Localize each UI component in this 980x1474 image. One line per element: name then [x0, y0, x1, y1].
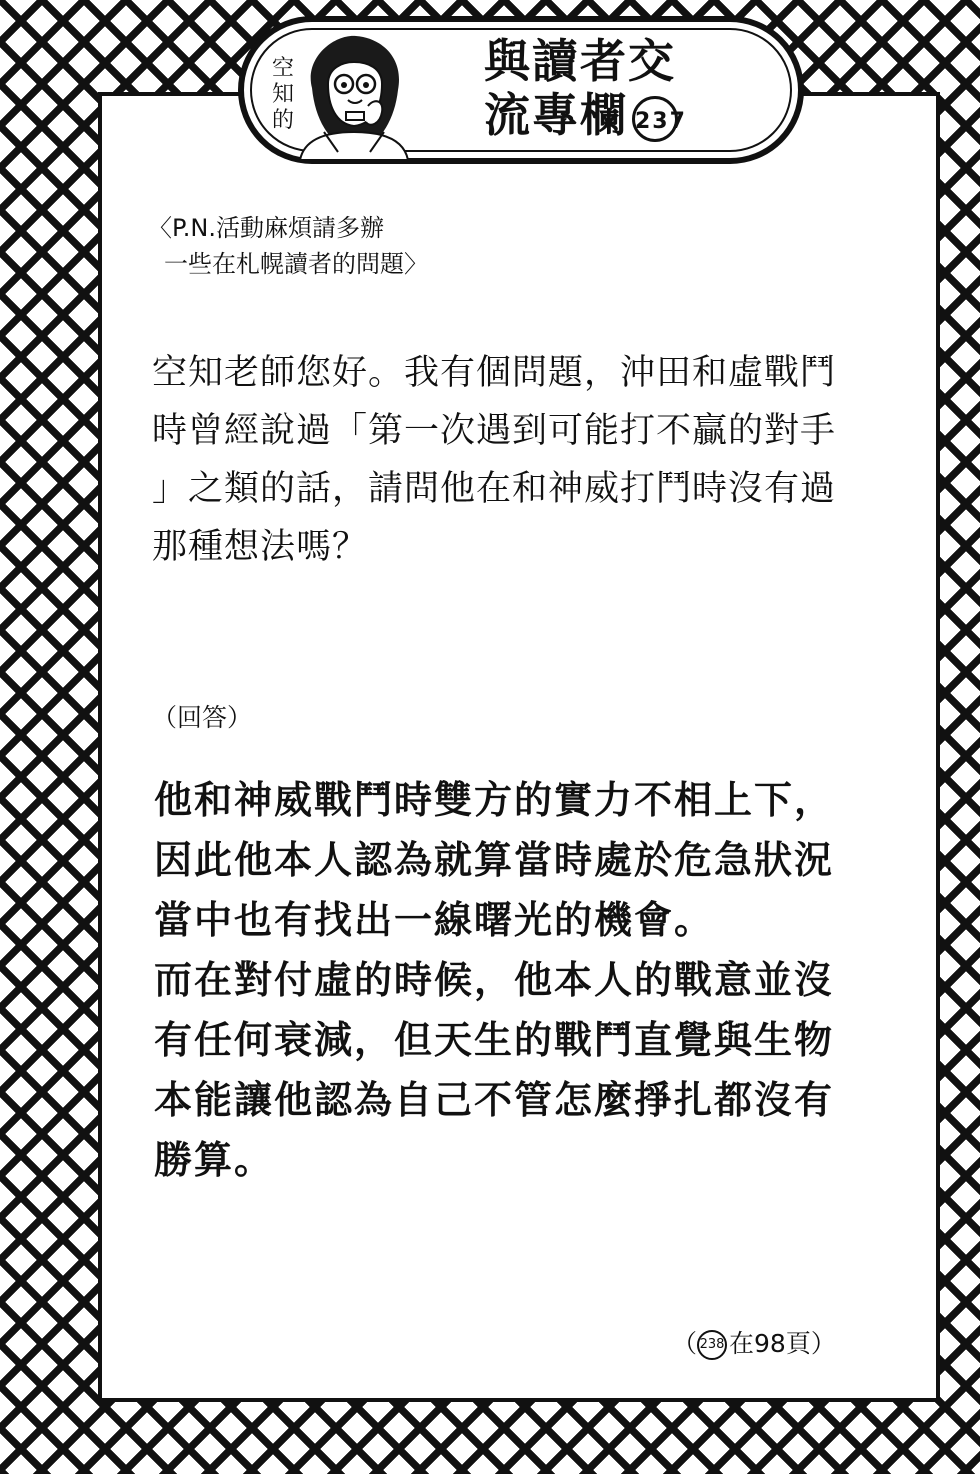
answer-line: 而在對付虛的時候，他本人的戰意並沒 — [154, 958, 835, 1002]
answer-line: 本能讓他認為自己不管怎麼掙扎都沒有 — [154, 1078, 835, 1122]
question-line: 時曾經說過「第一次遇到可能打不贏的對手 — [152, 411, 837, 451]
answer-label: （回答） — [152, 703, 253, 732]
reader-penname: 〈P.N.活動麻煩請多辦 一些在札幌讀者的問題〉 — [148, 214, 428, 278]
column-frame — [98, 92, 940, 1402]
issue-number-badge: 237 — [632, 96, 678, 142]
column-title: 與讀者交 流專欄 237 — [484, 34, 687, 142]
answer-line: 他和神威戰鬥時雙方的實力不相上下， — [154, 778, 835, 822]
reader-question — [152, 344, 892, 576]
answer-line: 因此他本人認為就算當時處於危急狀況 — [154, 838, 835, 882]
answer-line: 有任何衰減，但天生的戰鬥直覺與生物 — [154, 1018, 835, 1062]
next-issue-badge: 238 — [697, 1330, 727, 1360]
answer-line: 當中也有找出一線曙光的機會。 — [154, 898, 715, 942]
answer-line: 勝算。 — [154, 1138, 275, 1182]
author-answer — [154, 770, 894, 1190]
question-line: 」之類的話，請問他在和神威打鬥時沒有過 — [152, 469, 837, 509]
question-line: 那種想法嗎？ — [152, 527, 369, 567]
continued-note: （ 238 在98頁） — [672, 1329, 836, 1358]
author-gorilla-avatar-icon — [294, 28, 414, 160]
question-line: 空知老師您好。我有個問題，沖田和虛戰鬥 — [152, 353, 837, 393]
author-label: 空 知 的 — [271, 56, 294, 133]
